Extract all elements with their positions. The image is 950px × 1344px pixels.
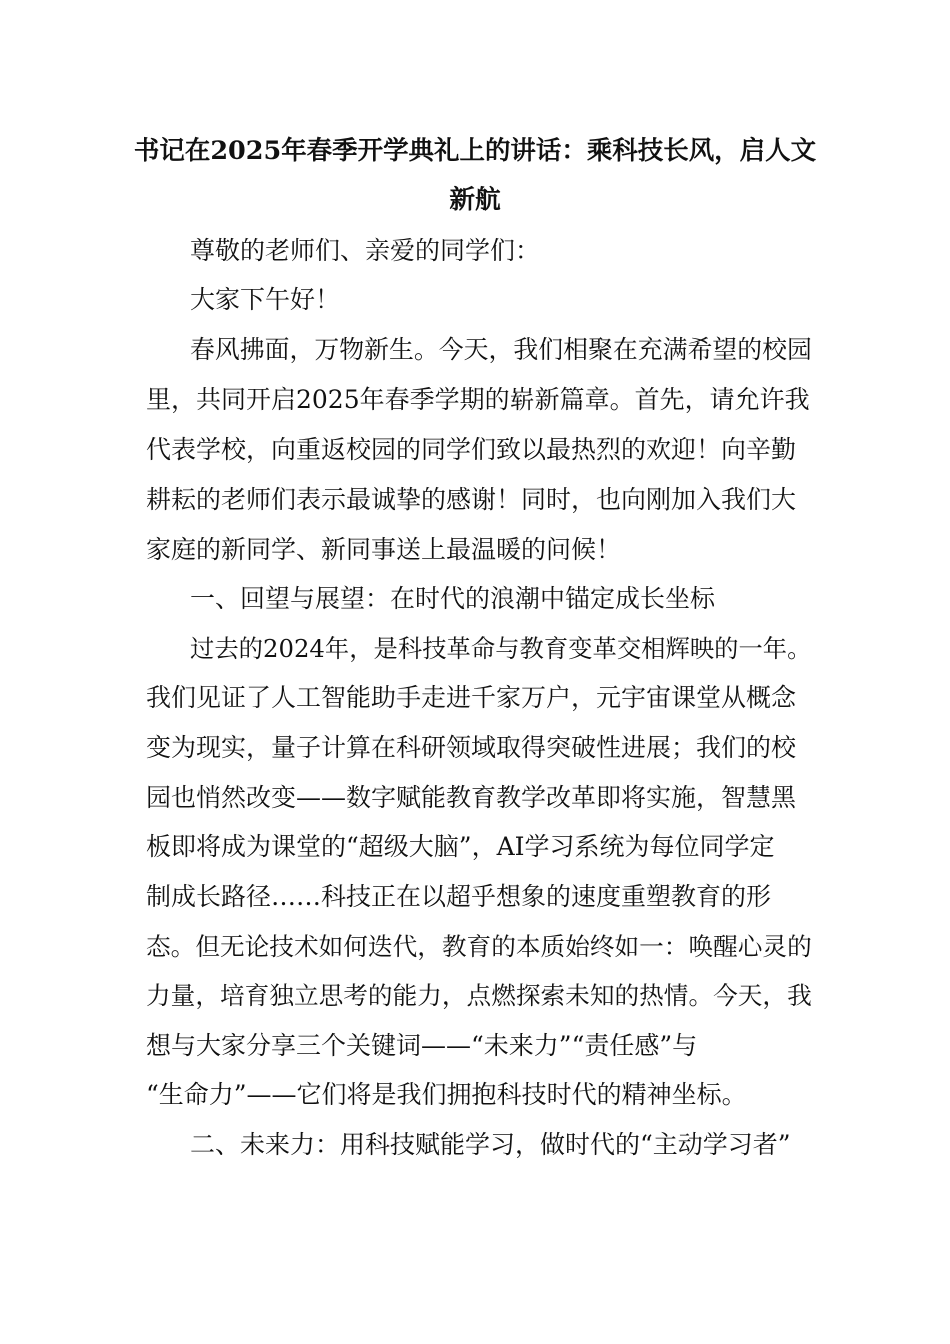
paragraph-line: 变为现实，量子计算在科研领域取得突破性进展；我们的校 — [146, 733, 797, 762]
paragraph-line: 家庭的新同学、新同事送上最温暖的问候！ — [146, 535, 622, 564]
salutation: 尊敬的老师们、亲爱的同学们： — [190, 236, 541, 265]
section-heading-2: 二、未来力：用科技赋能学习，做时代的“主动学习者” — [190, 1130, 791, 1159]
section-heading-1: 一、回望与展望：在时代的浪潮中锚定成长坐标 — [190, 584, 716, 613]
paragraph-line: “生命力”——它们将是我们拥抱科技时代的精神坐标。 — [146, 1080, 747, 1109]
greeting: 大家下午好！ — [190, 285, 341, 314]
paragraph-line: 板即将成为课堂的“超级大脑”，AI学习系统为每位同学定 — [146, 832, 775, 861]
paragraph-line: 耕耘的老师们表示最诚挚的感谢！同时，也向刚加入我们大 — [146, 485, 797, 514]
paragraph-line: 力量，培育独立思考的能力，点燃探索未知的热情。今天，我 — [146, 981, 812, 1010]
document-title-line-1: 书记在2025年春季开学典礼上的讲话：乘科技长风，启人文 — [133, 136, 817, 166]
paragraph-line: 制成长路径……科技正在以超乎想象的速度重塑教育的形 — [146, 882, 772, 911]
paragraph-line: 春风拂面，万物新生。今天，我们相聚在充满希望的校园 — [190, 335, 812, 364]
paragraph-line: 园也悄然改变——数字赋能教育教学改革即将实施，智慧黑 — [146, 783, 797, 812]
paragraph-line: 过去的2024年，是科技革命与教育变革交相辉映的一年。 — [190, 634, 812, 663]
paragraph-line: 态。但无论技术如何迭代，教育的本质始终如一：唤醒心灵的 — [146, 932, 812, 961]
paragraph-line: 我们见证了人工智能助手走进千家万户，元宇宙课堂从概念 — [146, 683, 797, 712]
paragraph-line: 想与大家分享三个关键词——“未来力”“责任感”与 — [146, 1031, 698, 1060]
paragraph-line: 里，共同开启2025年春季学期的崭新篇章。首先，请允许我 — [146, 385, 810, 414]
paragraph-line: 代表学校，向重返校园的同学们致以最热烈的欢迎！向辛勤 — [146, 435, 797, 464]
document-title-line-2: 新航 — [449, 185, 501, 215]
